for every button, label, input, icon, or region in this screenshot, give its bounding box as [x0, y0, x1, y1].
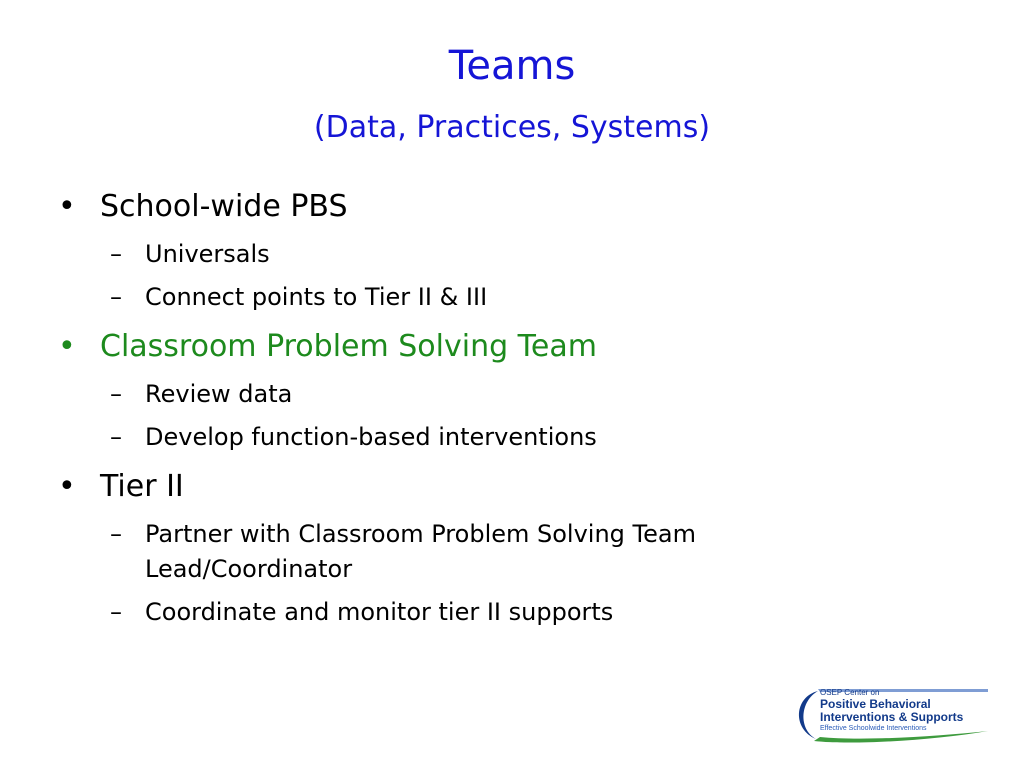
- sub-bullet-item: [58, 237, 898, 272]
- logo-line2: Positive Behavioral: [820, 697, 931, 711]
- sub-bullet-item: [58, 377, 898, 412]
- slide-title: Teams: [448, 43, 576, 89]
- pbis-logo: [790, 685, 990, 745]
- sub-bullet-item: [58, 280, 898, 315]
- sub-bullet-item: [58, 420, 898, 455]
- dash-icon: –: [110, 520, 122, 548]
- sub-bullet-text: Review data: [145, 380, 293, 408]
- dash-icon: –: [110, 283, 122, 311]
- sub-bullet-text: Universals: [145, 240, 270, 268]
- logo-line1: OSEP Center on: [820, 688, 880, 697]
- bullet-text: Tier II: [100, 469, 184, 504]
- bullet-item-highlighted: [58, 323, 898, 371]
- bullet-list: [58, 183, 898, 638]
- slide-subtitle: (Data, Practices, Systems): [313, 110, 711, 145]
- logo-line4: Effective Schoolwide Interventions: [820, 725, 927, 732]
- logo-line3: Interventions & Supports: [820, 710, 964, 724]
- bullet-icon: •: [58, 329, 76, 364]
- dash-icon: –: [110, 423, 122, 451]
- dash-icon: –: [110, 380, 122, 408]
- dash-icon: –: [110, 598, 122, 626]
- bullet-item: [58, 463, 898, 511]
- bullet-icon: •: [58, 189, 76, 224]
- sub-bullet-text: Partner with Classroom Problem Solving Team Lead/Coordinator: [145, 520, 696, 583]
- sub-bullet-item: [58, 595, 898, 630]
- dash-icon: –: [110, 240, 122, 268]
- sub-bullet-text: Connect points to Tier II & III: [145, 283, 488, 311]
- bullet-text: School-wide PBS: [100, 189, 348, 224]
- bullet-text: Classroom Problem Solving Team: [100, 329, 597, 364]
- sub-bullet-item: [58, 517, 898, 587]
- bullet-icon: •: [58, 469, 76, 504]
- sub-bullet-text: Develop function-based interventions: [145, 423, 597, 451]
- sub-bullet-text: Coordinate and monitor tier II supports: [145, 598, 614, 626]
- bullet-item: [58, 183, 898, 231]
